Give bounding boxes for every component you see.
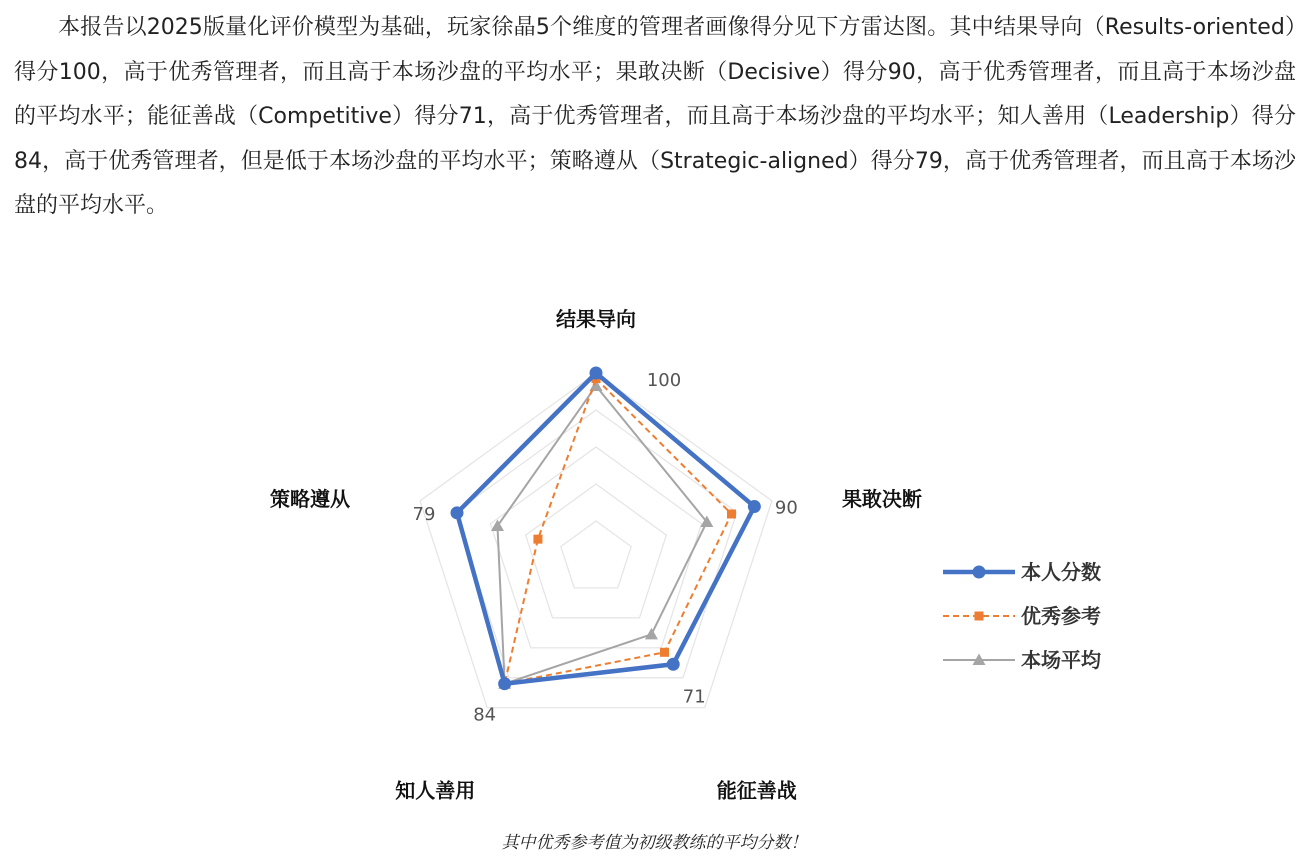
legend-label: 本人分数 [1021, 560, 1101, 584]
series-2 [491, 379, 713, 688]
data-label: 100 [646, 370, 682, 391]
data-point [590, 367, 603, 380]
data-label: 90 [774, 497, 798, 519]
data-point [748, 500, 761, 513]
data-point [451, 506, 464, 519]
data-point [660, 648, 669, 657]
grid-ring [561, 521, 631, 588]
data-label: 79 [412, 503, 436, 525]
data-point [727, 509, 736, 518]
report-paragraph: 本报告以2025版量化评价模型为基础，玩家徐晶5个维度的管理者画像得分见下方雷达图。其中结果导向（Results-oriented）得分100，高于优秀管理者，而且高于本场沙盘的平均水平；果敢决断（Decisive）得分90，高于优秀管理者，而且高于本场沙盘的平均水平；能征善战（Competitive）得分71，高于优秀管理者，而且高于本场沙盘的平均水平；知人善用（Leadership）得分84，高于优秀管理者，但是低于本场沙盘的平均水平；策略遵从（Strategic-aligned）得分79，高于优秀管理者，而且高于本场沙盘的平均水平。 [14, 15, 1296, 218]
category-label: 结果导向 [556, 307, 636, 331]
data-label: 71 [682, 686, 706, 708]
category-label: 果敢决断 [841, 486, 922, 511]
series-1 [500, 374, 736, 688]
legend-item [943, 560, 1101, 584]
chart-legend [943, 560, 1101, 672]
data-label: 84 [473, 704, 497, 726]
series-line [505, 379, 732, 684]
legend-marker [973, 566, 986, 579]
legend-label: 本场平均 [1021, 648, 1101, 672]
data-point [533, 535, 542, 544]
data-point [645, 628, 658, 640]
legend-marker [975, 612, 984, 621]
radar-chart [0, 290, 1309, 830]
data-point [667, 658, 680, 671]
data-point [498, 677, 511, 690]
category-label: 知人善用 [395, 778, 476, 803]
category-label: 策略遵从 [270, 486, 351, 511]
chart-caption: 其中优秀参考值为初级教练的平均分数！ [501, 833, 808, 853]
legend-label: 优秀参考 [1021, 604, 1101, 628]
legend-item [943, 648, 1101, 672]
grid-ring [526, 484, 667, 618]
legend-item [943, 604, 1101, 628]
category-label: 能征善战 [716, 778, 797, 803]
